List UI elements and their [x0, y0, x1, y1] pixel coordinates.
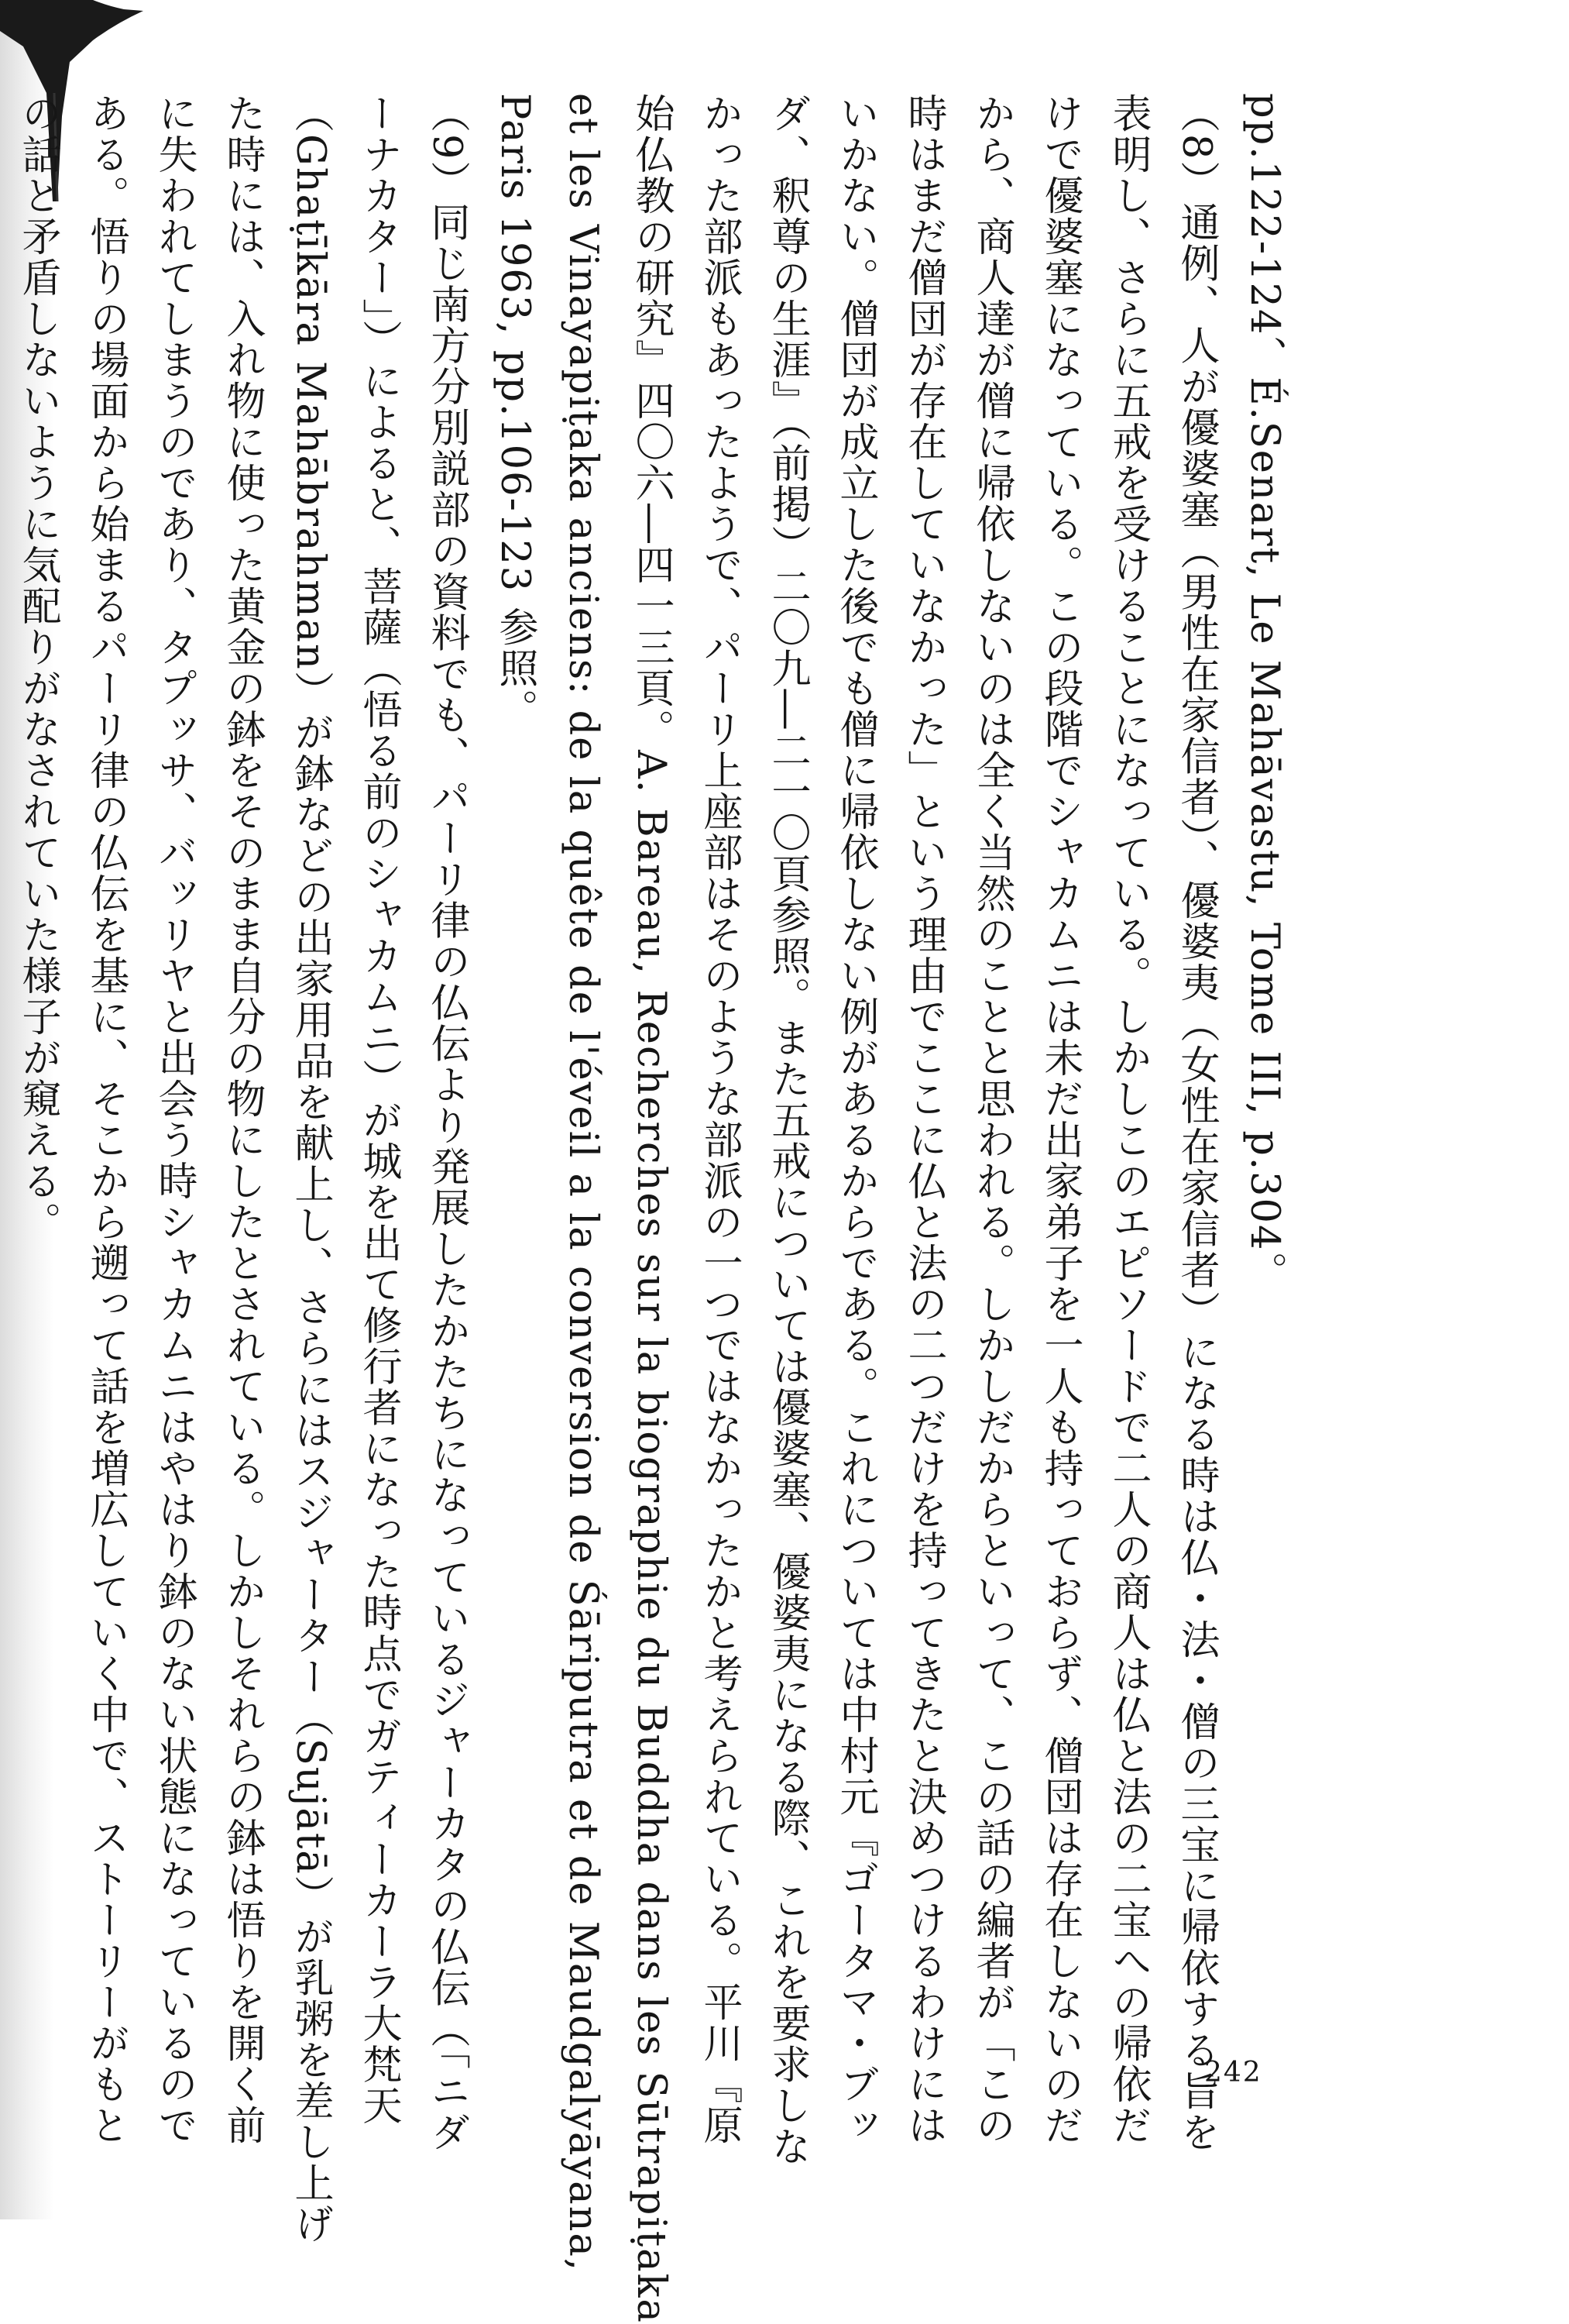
note-8-line: （8）通例、人が優婆塞（男性在家信者）、優婆夷（女性在家信者）になる時は仏・法・僧の三宝に帰依する旨を: [1173, 93, 1219, 2153]
page-number: 242: [1204, 2057, 1262, 2089]
text-line: けで優婆塞になっている。この段階でシャカムニは未だ出家弟子を一人も持っておらず、僧団は存在しないのだ: [1037, 93, 1083, 2146]
text-line: et les Vinayapiṭaka anciens: de la quête de l'éveil a la conversion de Śāriputra et de Maudgalyāyana,: [560, 93, 606, 2273]
text-line: ある。悟りの場面から始まるパーリ律の仏伝を基に、そこから遡って話を増広していく中で、ストーリーがもと: [83, 93, 129, 2146]
text-line: かった部派もあったようで、パーリ上座部はそのような部派の一つではなかったかと考えられている。平川『原: [696, 93, 742, 2146]
text-line: pp.122-124、É.Senart, Le Mahāvastu, Tome III, p.304。: [1241, 93, 1287, 1293]
text-line: （Ghaṭīkāra Mahābrahman）が鉢などの出家用品を献上し、さらにはスジャーター（Sujātā）が乳粥を差し上げ: [287, 93, 333, 2245]
text-line: いかない。僧団が成立した後でも僧に帰依しない例があるからである。これについては中村元『ゴータマ・ブッ: [833, 93, 878, 2146]
text-line: から、商人達が僧に帰依しないのは全く当然のことと思われる。しかしだからといって、この話の編者が「この: [969, 93, 1015, 2146]
text-line: 始仏教の研究』四〇六―四一三頁。A. Bareau, Recherches sur la biographie du Buddha dans les Sūtrapiṭaka: [628, 93, 674, 2324]
text-line: ーナカター」）によると、菩薩（悟る前のシャカムニ）が城を出て修行者になった時点でガティーカーラ大梵天: [355, 93, 401, 2126]
text-line: 表明し、さらに五戒を受けることになっている。しかしこのエピソードで二人の商人は仏と法の二宝への帰依だ: [1105, 93, 1151, 2146]
text-line: Paris 1963, pp.106-123 参照。: [492, 93, 537, 731]
note-9-line: （9）同じ南方分別説部の資料でも、パーリ律の仏伝より発展したかたちになっているジャーカタの仏伝（「ニダ: [424, 93, 469, 2153]
text-line: 時はまだ僧団が存在していなかった」という理由でここに仏と法の二つだけを持ってきたと決めつけるわけには: [901, 93, 946, 2146]
text-line: の話と矛盾しないように気配りがなされていた様子が窺える。: [15, 93, 60, 1243]
text-line: た時には、入れ物に使った黄金の鉢をそのまま自分の物にしたとされている。しかしそれらの鉢は悟りを開く前: [219, 93, 265, 2146]
text-line: に失われてしまうのであり、タプッサ、バッリヤと出会う時シャカムニはやはり鉢のない状態になっているので: [151, 93, 197, 2146]
text-line: ダ、釈尊の生涯』（前掲）二〇九―二一〇頁参照。また五戒については優婆塞、優婆夷になる際、これを要求しな: [764, 93, 810, 2168]
